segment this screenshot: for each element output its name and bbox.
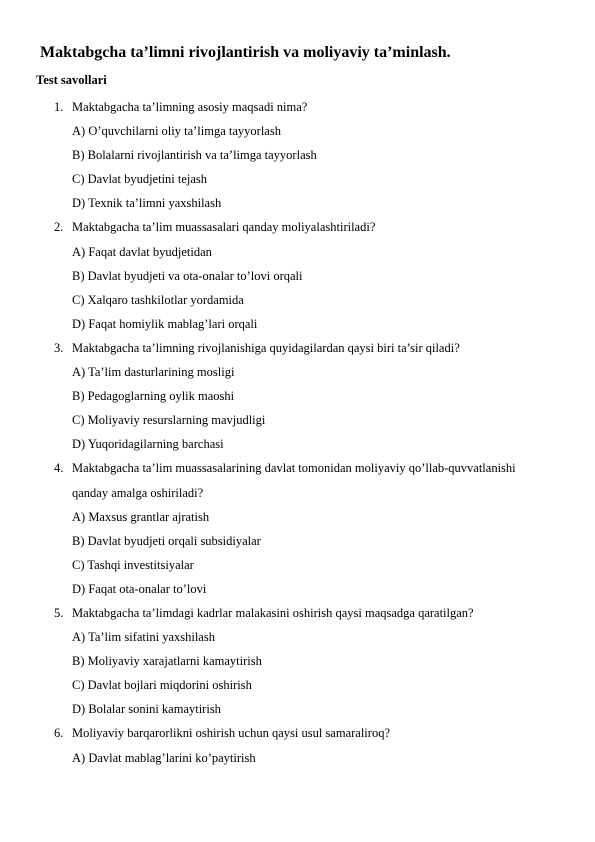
answer-option: A) Ta’lim dasturlarining mosligi bbox=[72, 365, 235, 380]
question-number: 4. bbox=[54, 461, 64, 476]
answer-option: B) Davlat byudjeti va ota-onalar to’lovi orqali bbox=[72, 268, 303, 283]
question-text: Moliyaviy barqarorlikni oshirish uchun qaysi usul samaraliroq? bbox=[72, 726, 390, 741]
document-title: Maktabgcha ta’limni rivojlantirish va moliyaviy ta’minlash. bbox=[40, 44, 451, 61]
answer-option: D) Bolalar sonini kamaytirish bbox=[72, 702, 221, 717]
question-item bbox=[0, 601, 595, 721]
answer-option: B) Pedagoglarning oylik maoshi bbox=[72, 389, 235, 404]
question-item bbox=[0, 215, 595, 335]
answer-option: D) Faqat homiylik mablag’lari orqali bbox=[72, 316, 258, 331]
answer-option: C) Moliyaviy resurslarning mavjudligi bbox=[72, 413, 266, 428]
section-heading: Test savollari bbox=[36, 73, 107, 87]
question-text: Maktabgacha ta’limning asosiy maqsadi nima? bbox=[72, 100, 308, 114]
answer-option: D) Texnik ta’limni yaxshilash bbox=[72, 196, 222, 211]
question-item bbox=[0, 721, 595, 769]
question-number: 3. bbox=[54, 340, 64, 355]
answer-option: B) Bolalarni rivojlantirish va ta’limga tayyorlash bbox=[72, 148, 317, 163]
answer-option: D) Faqat ota-onalar to’lovi bbox=[72, 581, 207, 596]
question-text: Maktabgacha ta’lim muassasalari qanday moliyalashtiriladi? bbox=[72, 220, 376, 235]
question-number: 5. bbox=[54, 605, 64, 620]
question-number: 6. bbox=[54, 726, 64, 741]
answer-option: A) Davlat mablag’larini ko’paytirish bbox=[72, 750, 256, 765]
question-list bbox=[0, 95, 595, 770]
answer-option: B) Moliyaviy xarajatlarni kamaytirish bbox=[72, 654, 262, 669]
question-text: Maktabgacha ta’limdagi kadrlar malakasini oshirish qaysi maqsadga qaratilgan? bbox=[72, 605, 474, 620]
question-text: Maktabgacha ta’lim muassasalarining davlat tomonidan moliyaviy qo’llab-quvvatlanishi qanday amalga oshiriladi? bbox=[72, 461, 516, 500]
answer-option: C) Davlat bojlari miqdorini oshirish bbox=[72, 678, 252, 693]
answer-option: A) Ta’lim sifatini yaxshilash bbox=[72, 630, 215, 645]
question-text: Maktabgacha ta’limning rivojlanishiga quyidagilardan qaysi biri ta’sir qiladi? bbox=[72, 340, 460, 355]
answer-option: A) Maxsus grantlar ajratish bbox=[72, 509, 210, 524]
question-item bbox=[0, 456, 595, 601]
answer-option: A) Faqat davlat byudjetidan bbox=[72, 244, 212, 259]
question-number: 1. bbox=[54, 100, 64, 114]
question-number: 2. bbox=[54, 220, 64, 235]
question-item bbox=[0, 95, 595, 215]
answer-option: D) Yuqoridagilarning barchasi bbox=[72, 437, 224, 452]
answer-option: C) Tashqi investitsiyalar bbox=[72, 557, 194, 572]
answer-option: A) O’quvchilarni oliy ta’limga tayyorlash bbox=[72, 124, 281, 139]
answer-option: B) Davlat byudjeti orqali subsidiyalar bbox=[72, 533, 261, 548]
answer-option: C) Davlat byudjetini tejash bbox=[72, 172, 208, 187]
question-item bbox=[0, 336, 595, 456]
answer-option: C) Xalqaro tashkilotlar yordamida bbox=[72, 292, 244, 307]
